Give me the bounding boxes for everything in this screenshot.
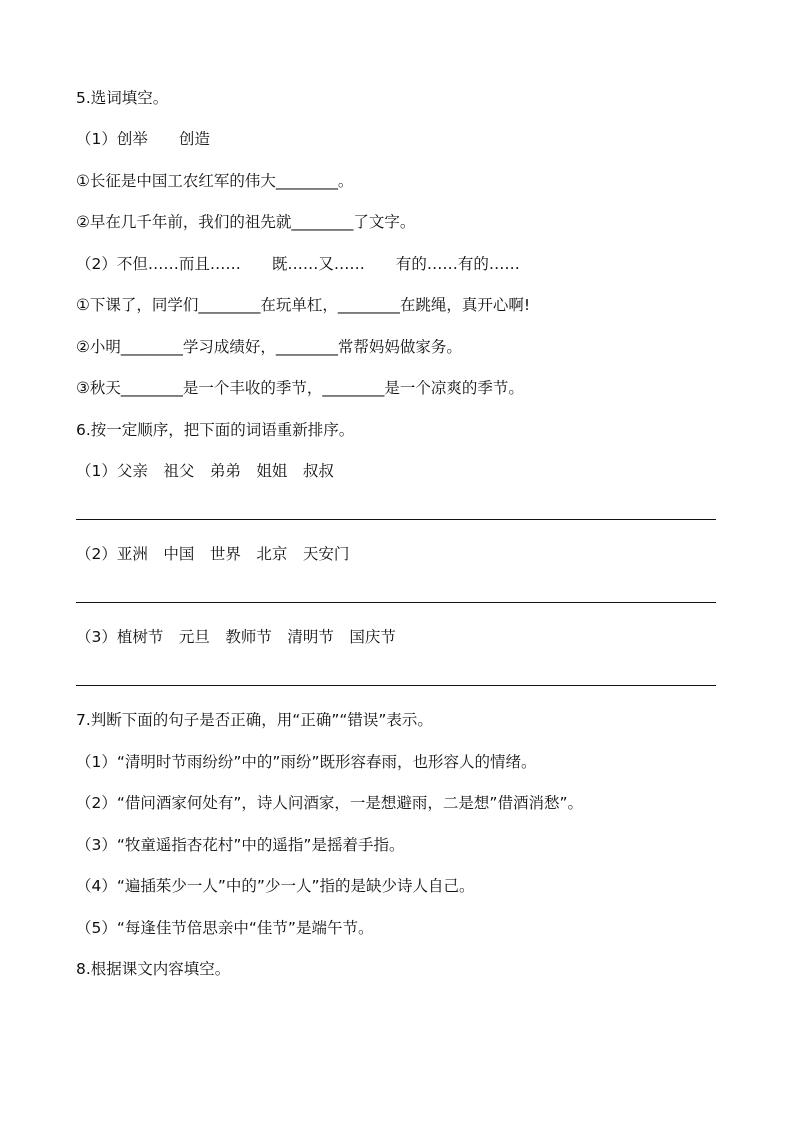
q8-title: 8.根据课文内容填空。 (76, 960, 231, 978)
q5-group2-item3: ③秋天________是一个丰收的季节，________是一个凉爽的季节。 (76, 379, 524, 397)
q6-answer-line-1 (76, 519, 716, 520)
q7-title: 7.判断下面的句子是否正确，用“正确”“错误”表示。 (76, 711, 433, 729)
q6-answer-line-2 (76, 602, 716, 603)
q7-item2: （2）“借问酒家何处有”，诗人问酒家，一是想避雨，二是想”借酒消愁”。 (76, 794, 583, 812)
q7-item3: （3）“牧童遥指杏花村”中的遥指”是摇着手指。 (76, 836, 405, 854)
q5-group1-item1: ①长征是中国工农红军的伟大________。 (76, 172, 354, 190)
q6-title: 6.按一定顺序，把下面的词语重新排序。 (76, 421, 355, 439)
q7-item4: （4）“遍插茱少一人”中的”少一人”指的是缺少诗人自己。 (76, 877, 475, 895)
q5-group2-options: （2）不但……而且…… 既……又…… 有的……有的…… (76, 255, 520, 273)
q6-answer-line-3 (76, 685, 716, 686)
q5-group2-item2: ②小明________学习成绩好，________常帮妈妈做家务。 (76, 338, 462, 356)
q6-group2-words: （2）亚洲 中国 世界 北京 天安门 (76, 545, 350, 563)
q6-group1-words: （1）父亲 祖父 弟弟 姐姐 叔叔 (76, 462, 334, 480)
q5-group1-item2: ②早在几千年前，我们的祖先就________了文字。 (76, 213, 416, 231)
q5-title: 5.选词填空。 (76, 89, 169, 107)
q7-item1: （1）“清明时节雨纷纷”中的”雨纷”既形容春雨，也形容人的情绪。 (76, 753, 537, 771)
q7-item5: （5）“每逢佳节倍思亲中“佳节”是端午节。 (76, 919, 374, 937)
q5-group1-options: （1）创举 创造 (76, 130, 210, 148)
q5-group2-item1: ①下课了，同学们________在玩单杠，________在跳绳，真开心啊! (76, 296, 531, 314)
q6-group3-words: （3）植树节 元旦 教师节 清明节 国庆节 (76, 628, 396, 646)
